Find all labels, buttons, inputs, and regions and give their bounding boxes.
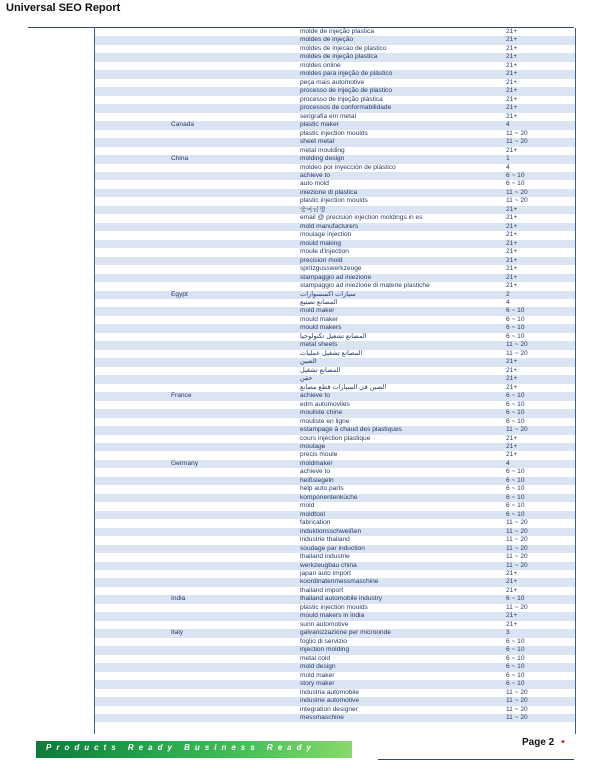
table-row — [95, 45, 575, 53]
keyword-cell: achieve to — [300, 468, 331, 476]
table-row — [95, 358, 575, 366]
keyword-ranking-table — [95, 28, 575, 722]
table-row — [95, 155, 575, 163]
keyword-cell: moldtool — [300, 510, 325, 518]
rank-cell: 21+ — [506, 265, 518, 273]
keyword-cell: plastic injection moulds — [300, 603, 368, 611]
keyword-cell: injection molding — [300, 646, 350, 654]
table-row — [95, 468, 575, 476]
rank-cell: 21+ — [506, 375, 518, 383]
keyword-ranking-table-frame — [94, 28, 576, 734]
keyword-cell: achieve to — [300, 171, 331, 179]
table-row — [95, 494, 575, 502]
rank-cell: 21+ — [506, 282, 518, 290]
rank-cell: 11 ~ 20 — [506, 138, 528, 146]
table-row — [95, 367, 575, 375]
table-row — [95, 426, 575, 434]
rank-cell: 21+ — [506, 586, 518, 594]
keyword-cell: moulage injection — [300, 231, 352, 239]
country-cell: Germany — [171, 459, 199, 467]
table-row — [95, 435, 575, 443]
keyword-cell: precis moule — [300, 451, 338, 459]
rank-cell: 11 ~ 20 — [506, 341, 528, 349]
rank-cell: 4 — [506, 163, 510, 171]
keyword-cell: koordinatenmessmaschine — [300, 578, 379, 586]
rank-cell: 6 ~ 10 — [506, 510, 525, 518]
keyword-cell: metal moulding — [300, 146, 345, 154]
rank-cell: 6 ~ 10 — [506, 307, 525, 315]
keyword-cell: mold manufacturers — [300, 222, 359, 230]
rank-cell: 21+ — [506, 87, 518, 95]
keyword-cell: المصانع تشغيل تكنولوجيا — [300, 332, 367, 340]
rank-cell: 6 ~ 10 — [506, 324, 525, 332]
rank-cell: 4 — [506, 299, 510, 306]
rank-cell: 21+ — [506, 231, 518, 239]
rank-cell: 21+ — [506, 578, 518, 586]
keyword-cell: induktionsschweißen — [300, 527, 362, 535]
rank-cell: 21+ — [506, 214, 518, 222]
keyword-cell: mould makers — [300, 324, 342, 332]
table-row — [95, 587, 575, 595]
table-row — [95, 79, 575, 87]
table-row — [95, 511, 575, 519]
keyword-cell: iniezione di plastica — [300, 188, 358, 196]
keyword-cell: الصين — [300, 358, 317, 366]
keyword-cell: thailand industrie — [300, 553, 350, 561]
table-row — [95, 578, 575, 586]
rank-cell: 11 ~ 20 — [506, 536, 528, 544]
table-row — [95, 147, 575, 155]
rank-cell: 4 — [506, 459, 510, 467]
table-row — [95, 307, 575, 315]
table-row — [95, 528, 575, 536]
page-bullet: • — [560, 737, 566, 748]
keyword-cell: المصانع تشغيل عمليات — [300, 349, 363, 357]
rank-cell: 6 ~ 10 — [506, 332, 525, 340]
keyword-cell: peça mais automotive — [300, 78, 365, 86]
keyword-cell: estampage à chaud des plastiques — [300, 426, 402, 434]
keyword-cell: mold maker — [300, 307, 335, 315]
table-row — [95, 214, 575, 222]
keyword-cell: mould making — [300, 239, 342, 247]
table-row — [95, 714, 575, 722]
table-row — [95, 62, 575, 70]
table-row — [95, 477, 575, 485]
country-cell: China — [171, 155, 189, 163]
rank-cell: 21+ — [506, 434, 518, 442]
keyword-cell: foglio di servizio — [300, 637, 347, 645]
table-row — [95, 130, 575, 138]
table-row — [95, 519, 575, 527]
table-row — [95, 189, 575, 197]
table-row — [95, 350, 575, 358]
rank-cell: 6 ~ 10 — [506, 171, 525, 179]
keyword-cell: mouliste chine — [300, 409, 343, 417]
rank-cell: 6 ~ 10 — [506, 468, 525, 476]
rank-cell: 2 — [506, 290, 510, 298]
keyword-cell: mould makers in india — [300, 612, 365, 620]
rank-cell: 6 ~ 10 — [506, 392, 525, 400]
table-row — [95, 28, 575, 36]
footer-banner — [36, 741, 352, 758]
rank-cell: 6 ~ 10 — [506, 400, 525, 408]
keyword-cell: moldes online — [300, 61, 341, 69]
keyword-cell: auto mold — [300, 180, 329, 188]
keyword-cell: help auto parts — [300, 485, 344, 493]
table-row — [95, 485, 575, 493]
rank-cell: 6 ~ 10 — [506, 485, 525, 493]
keyword-cell: molde de injeção plastica — [300, 28, 375, 35]
rank-cell: 21+ — [506, 366, 518, 374]
rank-cell: 21+ — [506, 442, 518, 450]
keyword-cell: thailand automobile industry — [300, 595, 383, 603]
keyword-cell: processo de injeção de plastico — [300, 87, 393, 95]
table-row — [95, 291, 575, 299]
rank-cell: 11 ~ 20 — [506, 697, 528, 705]
rank-cell: 21+ — [506, 44, 518, 52]
table-row — [95, 545, 575, 553]
rank-cell: 11 ~ 20 — [506, 426, 528, 434]
keyword-cell: precision mold — [300, 256, 343, 264]
rank-cell: 11 ~ 20 — [506, 688, 528, 696]
rank-cell: 6 ~ 10 — [506, 502, 525, 510]
table-row — [95, 248, 575, 256]
country-cell: Italy — [171, 629, 184, 637]
page-number: Page 2 — [522, 737, 555, 748]
keyword-cell: moldes de injeção — [300, 36, 354, 44]
table-row — [95, 341, 575, 349]
table-row — [95, 240, 575, 248]
table-row — [95, 418, 575, 426]
table-row — [95, 96, 575, 104]
rank-cell: 6 ~ 10 — [506, 663, 525, 671]
rank-cell: 21+ — [506, 248, 518, 256]
rank-cell: 6 ~ 10 — [506, 409, 525, 417]
rank-cell: 21+ — [506, 36, 518, 44]
table-row — [95, 562, 575, 570]
keyword-cell: mold maker — [300, 671, 335, 679]
keyword-cell: moldmaker — [300, 459, 333, 467]
rank-cell: 21+ — [506, 222, 518, 230]
rank-cell: 6 ~ 10 — [506, 315, 525, 323]
keyword-cell: industria automobile — [300, 688, 360, 696]
keyword-cell: moulage — [300, 442, 326, 450]
table-row — [95, 172, 575, 180]
rank-cell: 11 ~ 20 — [506, 197, 528, 205]
table-row — [95, 223, 575, 231]
keyword-cell: heißsiegeln — [300, 476, 334, 484]
keyword-cell: mould maker — [300, 315, 339, 323]
table-row — [95, 392, 575, 400]
table-row — [95, 36, 575, 44]
table-row — [95, 87, 575, 95]
rank-cell: 21+ — [506, 95, 518, 103]
table-row — [95, 257, 575, 265]
table-row — [95, 451, 575, 459]
keyword-cell: email @ precision injection moldings in es — [300, 214, 423, 222]
table-row — [95, 706, 575, 714]
rank-cell: 11 ~ 20 — [506, 713, 528, 721]
rank-cell: 11 ~ 20 — [506, 129, 528, 137]
rank-cell: 21+ — [506, 28, 518, 35]
rank-cell: 6 ~ 10 — [506, 417, 525, 425]
rank-cell: 21+ — [506, 61, 518, 69]
table-row — [95, 629, 575, 637]
table-row — [95, 299, 575, 307]
rank-cell: 11 ~ 20 — [506, 553, 528, 561]
keyword-cell: المصانع تشغيل — [300, 366, 341, 374]
table-row — [95, 502, 575, 510]
table-row — [95, 621, 575, 629]
keyword-cell: metal cold — [300, 654, 331, 662]
table-row — [95, 164, 575, 172]
rank-cell: 21+ — [506, 612, 518, 620]
table-row — [95, 612, 575, 620]
rank-cell: 21+ — [506, 104, 518, 112]
rank-cell: 6 ~ 10 — [506, 637, 525, 645]
table-row — [95, 460, 575, 468]
table-row — [95, 282, 575, 290]
table-row — [95, 401, 575, 409]
rank-cell: 21+ — [506, 256, 518, 264]
keyword-cell: fabrication — [300, 519, 331, 527]
table-row — [95, 680, 575, 688]
keyword-cell: japan auto import — [300, 570, 351, 577]
rank-cell: 11 ~ 20 — [506, 544, 528, 552]
rank-cell: 3 — [506, 629, 510, 637]
rank-cell: 6 ~ 10 — [506, 595, 525, 603]
keyword-cell: سيارات اكسسوارات — [300, 290, 356, 298]
footer-divider — [378, 759, 574, 760]
table-row — [95, 231, 575, 239]
keyword-cell: mouliste en ligne — [300, 417, 350, 425]
table-row — [95, 113, 575, 121]
keyword-cell: processos de conformabilidade — [300, 104, 392, 112]
rank-cell: 21+ — [506, 620, 518, 628]
table-row — [95, 646, 575, 654]
table-row — [95, 595, 575, 603]
keyword-cell: moldes de injecao de plastico — [300, 44, 387, 52]
country-cell: Canada — [171, 121, 195, 129]
table-row — [95, 689, 575, 697]
table-row — [95, 697, 575, 705]
table-row — [95, 138, 575, 146]
page-header — [0, 0, 600, 30]
table-row — [95, 536, 575, 544]
rank-cell: 1 — [506, 155, 510, 163]
keyword-cell: processo de injeção plástica — [300, 95, 383, 103]
rank-cell: 11 ~ 20 — [506, 603, 528, 611]
keyword-cell: werkzeugbau china — [300, 561, 357, 569]
keyword-cell: metal sheets — [300, 341, 338, 349]
table-row — [95, 663, 575, 671]
table-row — [95, 104, 575, 112]
keyword-cell: industrie thailand — [300, 536, 350, 544]
country-cell: France — [171, 392, 192, 400]
country-cell: Egypt — [171, 290, 188, 298]
keyword-cell: achieve to — [300, 392, 331, 400]
keyword-cell: cours injection plastique — [300, 434, 371, 442]
rank-cell: 11 ~ 20 — [506, 561, 528, 569]
keyword-cell: stampaggio ad iniezione di materie plastiche — [300, 282, 430, 290]
rank-cell: 21+ — [506, 205, 518, 213]
rank-cell: 21+ — [506, 112, 518, 120]
footer-banner-text: Products Ready Business Ready — [46, 743, 316, 752]
table-row — [95, 197, 575, 205]
rank-cell: 21+ — [506, 570, 518, 577]
keyword-cell: galvanizzazione per microonde — [300, 629, 391, 637]
table-row — [95, 316, 575, 324]
keyword-cell: mold design — [300, 663, 336, 671]
table-row — [95, 274, 575, 282]
keyword-cell: sheet metal — [300, 138, 335, 146]
keyword-cell: molding design — [300, 155, 345, 163]
rank-cell: 6 ~ 10 — [506, 493, 525, 501]
keyword-cell: messmaschine — [300, 713, 344, 721]
keyword-cell: soudage par induction — [300, 544, 365, 552]
table-row — [95, 333, 575, 341]
keyword-cell: moule d'injection — [300, 248, 349, 256]
keyword-cell: moldeo por inyección de plástico — [300, 163, 396, 171]
rank-cell: 11 ~ 20 — [506, 349, 528, 357]
rank-cell: 21+ — [506, 53, 518, 61]
keyword-cell: spritzgusswerkzeuge — [300, 265, 362, 273]
keyword-cell: edm automoviles — [300, 400, 350, 408]
table-row — [95, 570, 575, 578]
rank-cell: 21+ — [506, 383, 518, 391]
table-row — [95, 604, 575, 612]
rank-cell: 21+ — [506, 451, 518, 459]
table-row — [95, 375, 575, 383]
keyword-cell: mold — [300, 502, 315, 510]
rank-cell: 21+ — [506, 358, 518, 366]
keyword-cell: moldes para injeção de plástico — [300, 70, 393, 78]
keyword-cell: industrie automotive — [300, 697, 360, 705]
rank-cell: 21+ — [506, 239, 518, 247]
keyword-cell: plastic maker — [300, 121, 339, 129]
table-row — [95, 384, 575, 392]
table-row — [95, 672, 575, 680]
table-row — [95, 53, 575, 61]
keyword-cell: الصين في السيارات قطع مصانع — [300, 383, 387, 391]
keyword-cell: 중국금형 — [300, 205, 326, 213]
rank-cell: 6 ~ 10 — [506, 671, 525, 679]
keyword-cell: stampaggio ad iniezione — [300, 273, 372, 281]
rank-cell: 11 ~ 20 — [506, 519, 528, 527]
rank-cell: 6 ~ 10 — [506, 646, 525, 654]
table-row — [95, 409, 575, 417]
keyword-cell: plastic injection moulds — [300, 197, 368, 205]
rank-cell: 11 ~ 20 — [506, 705, 528, 713]
table-row — [95, 324, 575, 332]
rank-cell: 11 ~ 20 — [506, 188, 528, 196]
table-row — [95, 443, 575, 451]
rank-cell: 21+ — [506, 273, 518, 281]
rank-cell: 6 ~ 10 — [506, 654, 525, 662]
table-row — [95, 180, 575, 188]
rank-cell: 21+ — [506, 78, 518, 86]
rank-cell: 6 ~ 10 — [506, 180, 525, 188]
report-title: Universal SEO Report — [6, 2, 121, 14]
keyword-cell: المصانع تصنيع — [300, 299, 338, 306]
rank-cell: 4 — [506, 121, 510, 129]
table-row — [95, 553, 575, 561]
rank-cell: 6 ~ 10 — [506, 680, 525, 688]
table-row — [95, 206, 575, 214]
rank-cell: 21+ — [506, 146, 518, 154]
keyword-cell: sunn automotive — [300, 620, 349, 628]
table-row — [95, 70, 575, 78]
keyword-cell: integration designer — [300, 705, 358, 713]
rank-cell: 21+ — [506, 70, 518, 78]
keyword-cell: serigrafia em metal — [300, 112, 357, 120]
table-row — [95, 265, 575, 273]
table-row — [95, 655, 575, 663]
keyword-cell: حقن — [300, 375, 313, 383]
rank-cell: 6 ~ 10 — [506, 476, 525, 484]
country-cell: India — [171, 595, 186, 603]
keyword-cell: komponentenküche — [300, 493, 358, 501]
keyword-cell: story maker — [300, 680, 335, 688]
table-row — [95, 121, 575, 129]
keyword-cell: moldes de injeção plastica — [300, 53, 378, 61]
keyword-cell: plastic injection moulds — [300, 129, 368, 137]
rank-cell: 11 ~ 20 — [506, 527, 528, 535]
table-row — [95, 638, 575, 646]
keyword-cell: thailand import — [300, 586, 344, 594]
